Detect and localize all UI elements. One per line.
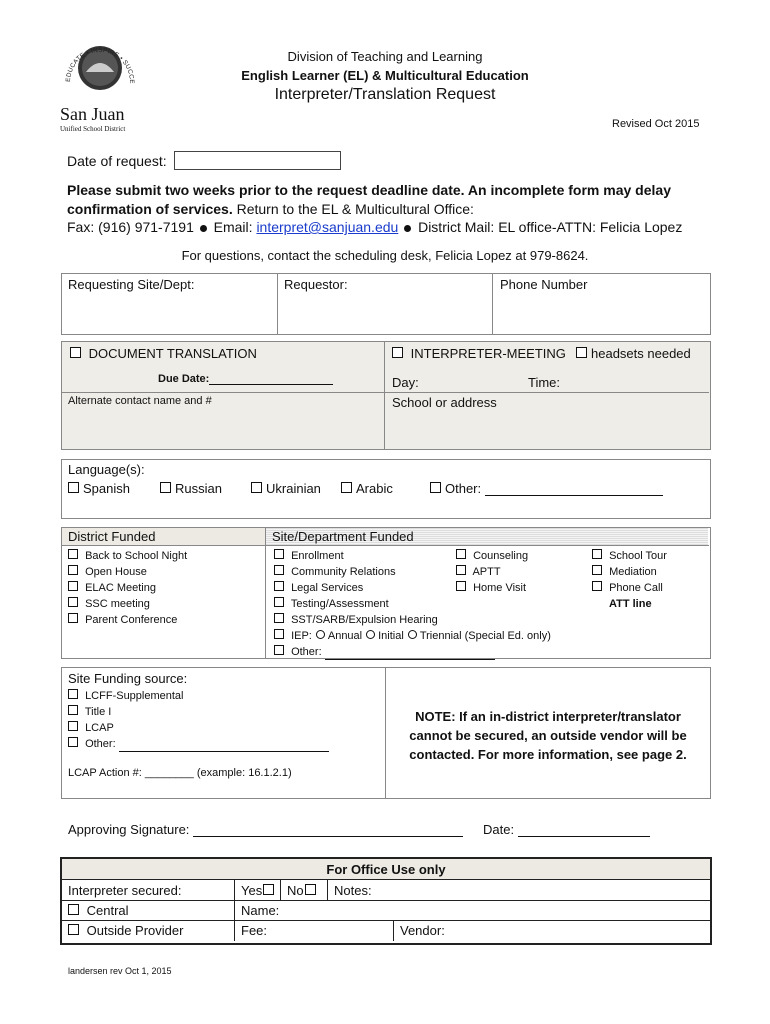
site-item[interactable]: [592, 564, 667, 580]
site-item-label: Mediation: [609, 566, 657, 578]
site-funding-list: [68, 688, 329, 752]
yes-label: Yes: [241, 883, 263, 898]
site-item[interactable]: [592, 580, 667, 596]
checkbox-icon[interactable]: [68, 549, 78, 559]
checkbox-icon[interactable]: [68, 689, 78, 699]
headsets-option[interactable]: [576, 346, 691, 361]
language-other[interactable]: [430, 481, 663, 496]
time-label[interactable]: Time:: [528, 375, 561, 390]
checkbox-icon[interactable]: [68, 597, 78, 607]
checkbox-icon[interactable]: [592, 581, 602, 591]
checkbox-icon[interactable]: [68, 581, 78, 591]
approval-date-field[interactable]: [483, 822, 650, 837]
site-funding-label: Site Funding source:: [68, 671, 188, 686]
checkbox-icon[interactable]: [68, 705, 78, 715]
site-other-label: Other:: [291, 646, 322, 658]
approving-signature-label: Approving Signature:: [68, 822, 190, 837]
bullet-icon: [200, 225, 207, 232]
checkbox-icon[interactable]: [274, 613, 284, 623]
no-label: No: [287, 883, 304, 898]
day-label[interactable]: Day:: [392, 375, 419, 390]
site-item[interactable]: [456, 548, 528, 564]
site-item-label: Enrollment: [291, 550, 344, 562]
interpreter-meeting-label: INTERPRETER-MEETING: [410, 346, 566, 361]
logo-name: San Juan: [60, 104, 125, 124]
approval-date-label: Date:: [483, 822, 515, 837]
site-item-label: School Tour: [609, 550, 667, 562]
central-label: Central: [86, 903, 129, 918]
site-item-label: Home Visit: [473, 582, 527, 594]
site-item-label: Legal Services: [291, 582, 364, 594]
district-item[interactable]: [68, 612, 187, 628]
site-item[interactable]: [456, 580, 528, 596]
att-line-label: ATT line: [609, 598, 652, 610]
radio-icon[interactable]: [366, 630, 375, 639]
contact-line: [67, 219, 682, 235]
checkbox-icon[interactable]: [274, 549, 284, 559]
checkbox-icon[interactable]: [274, 565, 284, 575]
checkbox-icon[interactable]: [68, 482, 79, 493]
district-mail: District Mail: EL office-ATTN: Felicia Lopez: [418, 219, 683, 235]
email-link[interactable]: interpret@sanjuan.edu: [256, 219, 399, 235]
district-item-label: Back to School Night: [85, 550, 188, 562]
checkbox-icon[interactable]: [263, 884, 274, 895]
funding-source-item[interactable]: [68, 688, 329, 704]
checkbox-icon[interactable]: [274, 597, 284, 607]
checkbox-icon[interactable]: [341, 482, 352, 493]
funding-source-label: Title I: [84, 706, 112, 718]
instructions-bold: Please submit two weeks prior to the request deadline date. An incomplete form may delay confirmation of services.: [67, 182, 671, 217]
checkbox-icon[interactable]: [68, 924, 79, 935]
site-item[interactable]: [274, 612, 551, 628]
notes-label[interactable]: Notes:: [334, 883, 372, 898]
alternate-contact-label[interactable]: Alternate contact name and #: [68, 395, 212, 407]
instructions: [67, 181, 717, 219]
funding-source-item[interactable]: [68, 720, 329, 736]
checkbox-icon[interactable]: [70, 347, 81, 358]
document-translation-label: DOCUMENT TRANSLATION: [88, 346, 257, 361]
checkbox-icon[interactable]: [274, 645, 284, 655]
district-item[interactable]: [68, 564, 187, 580]
checkbox-icon[interactable]: [456, 565, 466, 575]
phone-number-label[interactable]: Phone Number: [500, 277, 588, 292]
iep-option-label: Triennial (Special Ed. only): [419, 630, 551, 642]
funding-source-label: LCFF-Supplemental: [85, 690, 184, 702]
language-arabic[interactable]: [341, 481, 393, 496]
outside-vendor-note: NOTE: If an in-district interpreter/translator cannot be secured, an outside vendor will be contacted. For more information, see page 2.: [409, 709, 687, 762]
checkbox-icon[interactable]: [274, 581, 284, 591]
language-ukrainian[interactable]: [251, 481, 321, 496]
document-translation-option[interactable]: [70, 346, 257, 361]
site-item-label: Phone Call: [609, 582, 663, 594]
site-item[interactable]: [274, 596, 551, 612]
site-item-label: Counseling: [473, 550, 529, 562]
iep-option-label: Initial: [378, 630, 404, 642]
checkbox-icon[interactable]: [456, 549, 466, 559]
radio-icon[interactable]: [316, 630, 325, 639]
checkbox-icon[interactable]: [576, 347, 587, 358]
checkbox-icon[interactable]: [592, 549, 602, 559]
questions-contact: For questions, contact the scheduling desk, Felicia Lopez at 979-8624.: [181, 248, 589, 263]
bullet-icon: [404, 225, 411, 232]
checkbox-icon[interactable]: [68, 737, 78, 747]
name-label[interactable]: Name:: [241, 903, 280, 918]
lcap-action-field[interactable]: LCAP Action #: ________ (example: 16.1.2.1): [68, 767, 292, 779]
district-item[interactable]: [68, 548, 187, 564]
fax-number: Fax: (916) 971-7191: [67, 219, 194, 235]
language-label: Spanish: [83, 481, 130, 496]
checkbox-icon[interactable]: [68, 904, 79, 915]
district-item[interactable]: [68, 596, 187, 612]
checkbox-icon[interactable]: [160, 482, 171, 493]
district-item-label: ELAC Meeting: [85, 582, 156, 594]
district-funded-list: [68, 548, 187, 628]
funding-source-other[interactable]: [68, 736, 329, 752]
header-department: English Learner (EL) & Multicultural Education: [241, 68, 529, 83]
revised-date: Revised Oct 2015: [612, 118, 700, 130]
yes-option[interactable]: [241, 883, 278, 898]
email-label: Email:: [213, 219, 253, 235]
language-label: Ukrainian: [266, 481, 321, 496]
fee-label[interactable]: Fee:: [241, 923, 268, 938]
iep-label: IEP:: [291, 630, 312, 642]
vendor-label[interactable]: Vendor:: [400, 923, 445, 938]
funding-other-label: Other:: [85, 738, 116, 750]
date-of-request-label: Date of request:: [67, 153, 167, 169]
funding-source-item[interactable]: [68, 704, 329, 720]
district-item[interactable]: [68, 580, 187, 596]
site-item-label: APTT: [472, 566, 501, 578]
approving-signature-field[interactable]: [68, 822, 463, 837]
checkbox-icon[interactable]: [274, 629, 284, 639]
site-funded-header: Site/Department Funded: [272, 529, 414, 544]
language-russian[interactable]: [160, 481, 222, 496]
checkbox-icon[interactable]: [305, 884, 316, 895]
checkbox-icon[interactable]: [592, 565, 602, 575]
site-funded-col3: [592, 548, 667, 612]
district-item-label: SSC meeting: [85, 598, 150, 610]
outside-provider-label: Outside Provider: [86, 923, 184, 938]
checkbox-icon[interactable]: [68, 565, 78, 575]
site-item-label: Testing/Assessment: [290, 598, 389, 610]
checkbox-icon[interactable]: [392, 347, 403, 358]
site-item[interactable]: [592, 548, 667, 564]
district-item-label: Parent Conference: [85, 614, 178, 626]
requestor-label[interactable]: Requestor:: [284, 277, 348, 292]
no-option[interactable]: [287, 883, 320, 898]
language-label: Other:: [445, 481, 482, 496]
checkbox-icon[interactable]: [456, 581, 466, 591]
checkbox-icon[interactable]: [68, 613, 78, 623]
logo-subtitle: Unified School District: [60, 125, 126, 133]
school-address-label[interactable]: School or address: [392, 395, 497, 410]
requesting-site-label[interactable]: Requesting Site/Dept:: [68, 277, 195, 292]
checkbox-icon[interactable]: [68, 721, 78, 731]
site-funded-col2: [456, 548, 528, 596]
district-item-label: Open House: [85, 566, 147, 578]
checkbox-icon[interactable]: [430, 482, 441, 493]
site-other-item[interactable]: [274, 644, 551, 660]
page-title: Interpreter/Translation Request: [274, 86, 496, 103]
central-option[interactable]: [68, 903, 129, 918]
interpreter-secured-label: Interpreter secured:: [68, 883, 182, 898]
language-spanish[interactable]: [68, 481, 130, 496]
radio-icon[interactable]: [408, 630, 417, 639]
due-date-label: Due Date:: [158, 373, 210, 385]
instructions-return: Return to the EL & Multicultural Office:: [232, 201, 474, 217]
checkbox-icon[interactable]: [251, 482, 262, 493]
date-of-request-field[interactable]: [174, 151, 341, 170]
outside-provider-option[interactable]: [68, 923, 183, 938]
language-label: Arabic: [356, 481, 393, 496]
interpreter-meeting-option[interactable]: [392, 346, 566, 361]
iep-option-label: Annual: [327, 630, 363, 642]
funding-source-label: LCAP: [85, 722, 114, 734]
header-division: Division of Teaching and Learning: [287, 49, 483, 64]
due-date-field[interactable]: [158, 373, 333, 385]
site-item-label: Community Relations: [291, 566, 396, 578]
district-funded-header: District Funded: [68, 529, 156, 544]
office-use-header: For Office Use only: [326, 862, 446, 877]
site-item[interactable]: [456, 564, 528, 580]
headsets-label: headsets needed: [591, 346, 691, 361]
footer-revision: landersen rev Oct 1, 2015: [68, 966, 172, 976]
language-label: Russian: [175, 481, 222, 496]
languages-label: Language(s):: [68, 462, 145, 477]
logo-arc-text: EDUCATE • INSPIRE • SUCCE: [64, 46, 136, 84]
site-item-label: SST/SARB/Expulsion Hearing: [291, 614, 438, 626]
iep-item[interactable]: [274, 628, 551, 644]
